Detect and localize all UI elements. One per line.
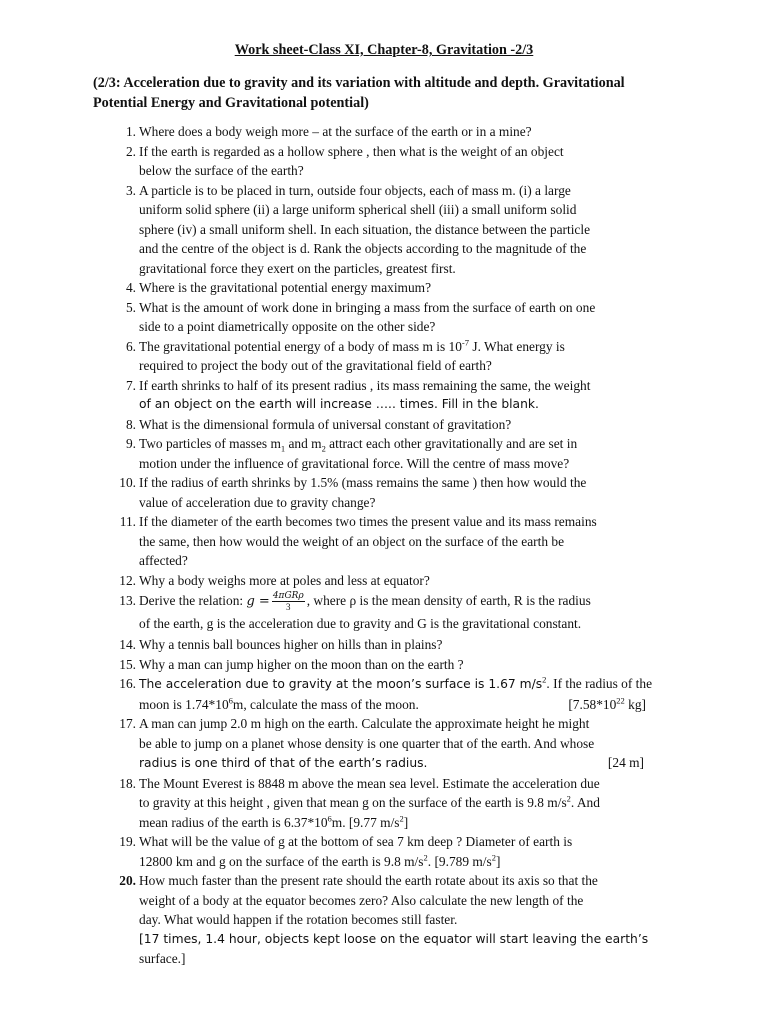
- question-17: [0, 714, 768, 774]
- question-line: the same, then how would the weight of an object on the surface of the earth be: [139, 533, 565, 549]
- question-text: [139, 512, 674, 571]
- question-line: If the radius of earth shrinks by 1.5% (mass remains the same ) then how would the: [139, 475, 587, 490]
- text-run: , where ρ is the mean density of earth, R is the radius: [306, 593, 591, 608]
- text-run: ]: [495, 853, 501, 869]
- question-15: [0, 655, 768, 675]
- superscript: 2: [423, 852, 428, 863]
- question-line: [139, 337, 674, 357]
- question-line: Why a man can jump higher on the moon than on the earth ?: [139, 656, 464, 672]
- text-run: moon is 1.74*10: [139, 696, 229, 712]
- question-number: 18.: [119, 775, 136, 791]
- subtitle-line: (2/3: Acceleration due to gravity and its variation with altitude and depth. Gravitational: [93, 75, 625, 91]
- question-line: value of acceleration due to gravity change?: [139, 494, 376, 510]
- question-text: [139, 473, 674, 512]
- subscript: 2: [321, 443, 326, 454]
- question-3: [0, 181, 768, 279]
- question-number: 1.: [125, 124, 136, 139]
- question-line: weight of a body at the equator becomes zero? Also calculate the new length of the: [139, 892, 584, 908]
- question-line: If the earth is regarded as a hollow sphere , then what is the weight of an object: [139, 143, 564, 159]
- question-line: and the centre of the object is d. Rank the objects according to the magnitude of the: [139, 241, 587, 256]
- question-line: Why a tennis ball bounces higher on hills than in plains?: [139, 637, 443, 652]
- question-number: 3.: [125, 182, 136, 198]
- text-run: to gravity at this height , given that mean g on the surface of the earth is 9.8 m/s: [139, 795, 567, 810]
- question-line: surface.]: [139, 951, 186, 966]
- question-line: The Mount Everest is 8848 m above the mean sea level. Estimate the acceleration due: [139, 775, 600, 791]
- question-line: [139, 590, 674, 613]
- question-text: [139, 655, 674, 675]
- question-line: below the surface of the earth?: [139, 163, 304, 178]
- question-20: [0, 871, 768, 969]
- question-line: If the diameter of the earth becomes two times the present value and its mass remains: [139, 514, 597, 529]
- text-run: 12800 km and g on the surface of the earth is 9.8 m/s: [139, 853, 424, 869]
- question-19: [0, 832, 768, 871]
- question-1: [0, 122, 768, 142]
- worksheet-subtitle: [93, 74, 693, 113]
- question-line: [139, 852, 674, 872]
- question-line: sphere (iv) a small uniform shell. In each situation, the distance between the particle: [139, 221, 591, 237]
- question-line: [17 times, 1.4 hour, objects kept loose on the equator will start leaving the earth’s: [139, 931, 649, 946]
- text-run: . And: [570, 795, 600, 810]
- text-run: kg]: [624, 696, 646, 712]
- superscript: 2: [399, 813, 404, 824]
- question-number: 20.: [119, 873, 136, 888]
- question-line: [139, 695, 674, 715]
- question-number: 11.: [119, 514, 136, 529]
- question-line: Where is the gravitational potential energy maximum?: [139, 280, 432, 295]
- question-text: [139, 337, 674, 376]
- question-line: be able to jump on a planet whose density is one quarter that of the earth. And whose: [139, 735, 595, 751]
- answer-text: [568, 695, 646, 715]
- superscript: -7: [461, 337, 470, 348]
- fraction-denominator: 3: [286, 602, 291, 613]
- text-run: Derive the relation:: [139, 593, 247, 608]
- text-run: m. [9.77 m/s: [331, 814, 400, 830]
- question-7: [0, 376, 768, 415]
- question-line: [139, 434, 674, 454]
- equation-fraction: [272, 591, 305, 612]
- question-line: What is the dimensional formula of universal constant of gravitation?: [139, 416, 512, 432]
- question-number: 9.: [125, 436, 136, 451]
- question-line: [139, 813, 674, 833]
- text-run: The acceleration due to gravity at the moon’s surface is 1.67 m/s: [139, 677, 543, 691]
- text-run: ]: [403, 814, 409, 830]
- superscript: 6: [228, 695, 233, 706]
- subscript: 1: [280, 443, 286, 454]
- question-number: 8.: [125, 416, 136, 432]
- question-line: side to a point diametrically opposite on the other side?: [139, 319, 436, 334]
- question-line: of an object on the earth will increase ….. times. Fill in the blank.: [139, 397, 539, 411]
- question-6: [0, 337, 768, 376]
- question-text: [139, 774, 674, 833]
- question-line: What will be the value of g at the bottom of sea 7 km deep ? Diameter of earth is: [139, 834, 573, 849]
- question-line: Where does a body weigh more – at the surface of the earth or in a mine?: [139, 124, 532, 139]
- question-line: What is the amount of work done in bringing a mass from the surface of earth on one: [139, 299, 596, 315]
- question-text: [139, 278, 674, 298]
- question-2: [0, 142, 768, 181]
- question-text: [139, 571, 674, 591]
- subtitle-line: Potential Energy and Gravitational potential): [93, 94, 369, 111]
- worksheet-title: Work sheet-Class XI, Chapter-8, Gravitation -2/3: [234, 42, 534, 58]
- superscript: 6: [327, 813, 332, 824]
- question-14: [0, 635, 768, 655]
- superscript: 2: [491, 852, 496, 863]
- question-text: [139, 415, 674, 435]
- question-line: affected?: [139, 553, 188, 568]
- superscript: 2: [566, 793, 571, 804]
- question-number: 5.: [125, 299, 136, 315]
- question-line: uniform solid sphere (ii) a large uniform spherical shell (iii) a small uniform solid: [139, 202, 577, 217]
- question-number: 15.: [119, 656, 136, 672]
- question-text: [139, 590, 674, 635]
- question-text: [139, 181, 674, 279]
- fraction-numerator: 4πGRρ: [272, 591, 304, 602]
- question-16: [0, 674, 768, 714]
- superscript: 2: [542, 674, 547, 685]
- question-number: 10.: [119, 475, 136, 490]
- question-text: [139, 142, 674, 181]
- question-line: A man can jump 2.0 m high on the earth. Calculate the approximate height he might: [139, 716, 590, 731]
- question-line: A particle is to be placed in turn, outside four objects, each of mass m. (i) a large: [139, 182, 571, 198]
- question-line: required to project the body out of the gravitational field of earth?: [139, 358, 492, 373]
- question-9: [0, 434, 768, 473]
- question-text: [139, 376, 674, 415]
- question-text: [139, 674, 674, 714]
- question-number: 12.: [119, 572, 136, 588]
- question-line: motion under the influence of gravitational force. Will the centre of mass move?: [139, 455, 570, 471]
- equation-lhs: g =: [246, 594, 270, 609]
- question-line: If earth shrinks to half of its present radius , its mass remaining the same, the weight: [139, 377, 591, 393]
- question-number: 16.: [119, 676, 136, 691]
- question-number: 19.: [119, 834, 136, 849]
- question-text: [139, 122, 674, 142]
- question-number: 17.: [119, 716, 136, 731]
- superscript: 22: [616, 695, 625, 706]
- question-line: [139, 753, 674, 774]
- text-run: Two particles of masses m: [139, 436, 281, 451]
- text-run: The gravitational potential energy of a body of mass m is 10: [139, 338, 462, 354]
- question-text: [139, 635, 674, 655]
- text-run: [7.58*10: [568, 696, 617, 712]
- question-number: 13.: [119, 593, 136, 608]
- text-run: m, calculate the mass of the moon.: [232, 696, 419, 712]
- question-number: 14.: [119, 637, 136, 652]
- question-number: 2.: [125, 143, 136, 159]
- question-text: [139, 714, 674, 774]
- question-number: 4.: [125, 280, 136, 295]
- question-text: [139, 832, 674, 871]
- question-line: [139, 674, 674, 695]
- question-13: [0, 590, 768, 635]
- question-text: [139, 871, 674, 969]
- text-run: . If the radius of the: [546, 676, 653, 691]
- question-line: of the earth, g is the acceleration due to gravity and G is the gravitational constant.: [139, 616, 582, 631]
- question-4: [0, 278, 768, 298]
- question-text: [139, 298, 674, 337]
- question-10: [0, 473, 768, 512]
- question-12: [0, 571, 768, 591]
- question-list: [0, 122, 768, 969]
- question-5: [0, 298, 768, 337]
- question-11: [0, 512, 768, 571]
- question-number: 7.: [125, 377, 136, 393]
- question-text: [139, 434, 674, 473]
- text-run: radius is one third of that of the earth’s radius.: [139, 756, 428, 770]
- question-line: day. What would happen if the rotation becomes still faster.: [139, 912, 458, 927]
- question-line: Why a body weighs more at poles and less at equator?: [139, 572, 430, 588]
- question-8: [0, 415, 768, 435]
- text-run: and m: [285, 436, 322, 451]
- text-run: . [9.789 m/s: [427, 853, 492, 869]
- answer-text: [24 m]: [607, 755, 644, 770]
- question-line: How much faster than the present rate should the earth rotate about its axis so that the: [139, 873, 598, 888]
- question-line: gravitational force they exert on the particles, greatest first.: [139, 260, 456, 276]
- question-18: [0, 774, 768, 833]
- text-run: mean radius of the earth is 6.37*10: [139, 814, 328, 830]
- text-run: attract each other gravitationally and are set in: [325, 436, 578, 451]
- text-run: J. What energy is: [469, 338, 565, 354]
- question-number: 6.: [125, 338, 136, 354]
- question-line: [139, 793, 674, 813]
